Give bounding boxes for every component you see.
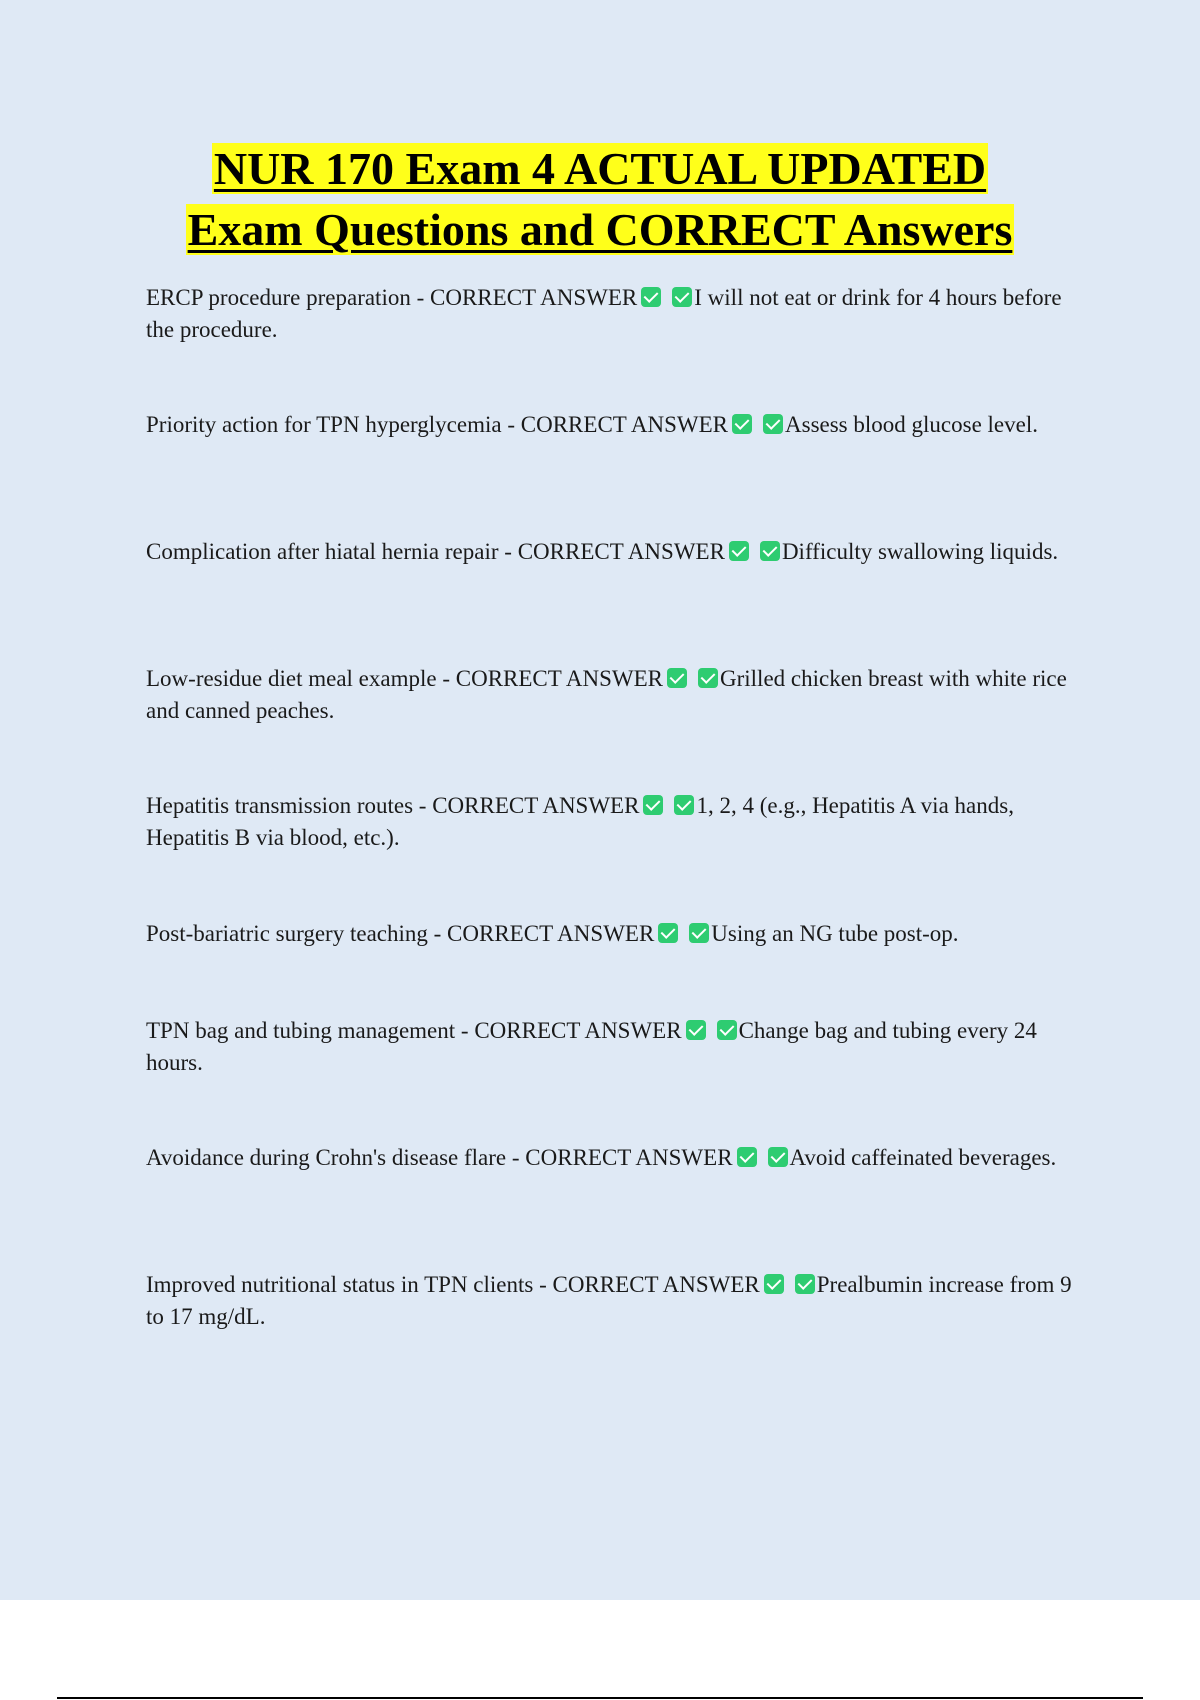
- separator: -: [427, 921, 448, 946]
- answer-text: Change bag and tubing every 24 hours.: [146, 1018, 1037, 1075]
- qa-item: [146, 409, 1086, 441]
- qa-item: [146, 1269, 1086, 1333]
- answer-label: CORRECT ANSWER: [432, 793, 640, 818]
- check-mark-icon: [737, 1147, 757, 1167]
- answer-text: Assess blood glucose level.: [785, 412, 1038, 437]
- check-mark-icon: [764, 1274, 784, 1294]
- question-text: Complication after hiatal hernia repair: [146, 539, 499, 564]
- question-text: Post-bariatric surgery teaching: [146, 921, 428, 946]
- question-text: ERCP procedure preparation: [146, 285, 411, 310]
- answer-label: CORRECT ANSWER: [455, 666, 663, 691]
- check-mark-icon: [672, 287, 692, 307]
- separator: -: [413, 793, 433, 818]
- separator: -: [506, 1145, 526, 1170]
- title-line-1: NUR 170 Exam 4 ACTUAL UPDATED: [213, 143, 987, 194]
- check-mark-icon: [732, 414, 752, 434]
- qa-item: [146, 536, 1086, 568]
- separator: -: [455, 1018, 475, 1043]
- check-mark-icon: [717, 1020, 737, 1040]
- answer-text: I will not eat or drink for 4 hours before the procedure.: [146, 285, 1062, 342]
- check-mark-icon: [760, 541, 780, 561]
- answer-label: CORRECT ANSWER: [552, 1272, 760, 1297]
- separator: -: [533, 1272, 553, 1297]
- separator: -: [410, 285, 431, 310]
- answer-label: CORRECT ANSWER: [517, 539, 725, 564]
- question-text: Improved nutritional status in TPN clients: [146, 1272, 534, 1297]
- check-mark-icon: [674, 795, 694, 815]
- check-mark-icon: [763, 414, 783, 434]
- answer-label: CORRECT ANSWER: [525, 1145, 733, 1170]
- check-mark-icon: [686, 1020, 706, 1040]
- check-mark-icon: [643, 795, 663, 815]
- question-text: Hepatitis transmission routes: [146, 793, 414, 818]
- check-mark-icon: [641, 287, 661, 307]
- qa-item: [146, 918, 1086, 950]
- document-title: [0, 138, 1200, 260]
- qa-item: [146, 663, 1086, 727]
- qa-item: [146, 790, 1086, 854]
- question-text: Avoidance during Crohn's disease flare: [146, 1145, 507, 1170]
- check-mark-icon: [729, 541, 749, 561]
- answer-text: Avoid caffeinated beverages.: [789, 1145, 1057, 1170]
- answer-label: CORRECT ANSWER: [520, 412, 729, 437]
- check-mark-icon: [689, 923, 709, 943]
- answer-text: Difficulty swallowing liquids.: [781, 539, 1059, 564]
- answer-label: CORRECT ANSWER: [447, 921, 655, 946]
- answer-text: Prealbumin increase from 9 to 17 mg/dL.: [146, 1272, 1072, 1329]
- qa-item: [146, 282, 1086, 346]
- separator: -: [498, 539, 518, 564]
- qa-item: [146, 1142, 1086, 1174]
- question-text: Priority action for TPN hyperglycemia: [146, 412, 502, 437]
- question-text: TPN bag and tubing management: [146, 1018, 456, 1043]
- separator: -: [436, 666, 456, 691]
- check-mark-icon: [667, 668, 687, 688]
- check-mark-icon: [795, 1274, 815, 1294]
- footer-rule: [57, 1697, 1143, 1699]
- separator: -: [501, 412, 521, 437]
- answer-label: CORRECT ANSWER: [430, 285, 638, 310]
- check-mark-icon: [698, 668, 718, 688]
- answer-text: Grilled chicken breast with white rice and canned peaches.: [146, 666, 1067, 723]
- title-line-2: Exam Questions and CORRECT Answers: [187, 204, 1013, 255]
- check-mark-icon: [658, 923, 678, 943]
- answer-text: 1, 2, 4 (e.g., Hepatitis A via hands, Hepatitis B via blood, etc.).: [146, 793, 1014, 850]
- qa-item: [146, 1015, 1086, 1079]
- answer-label: CORRECT ANSWER: [474, 1018, 682, 1043]
- answer-text: Using an NG tube post-op.: [711, 921, 959, 946]
- question-text: Low-residue diet meal example: [146, 666, 437, 691]
- check-mark-icon: [768, 1147, 788, 1167]
